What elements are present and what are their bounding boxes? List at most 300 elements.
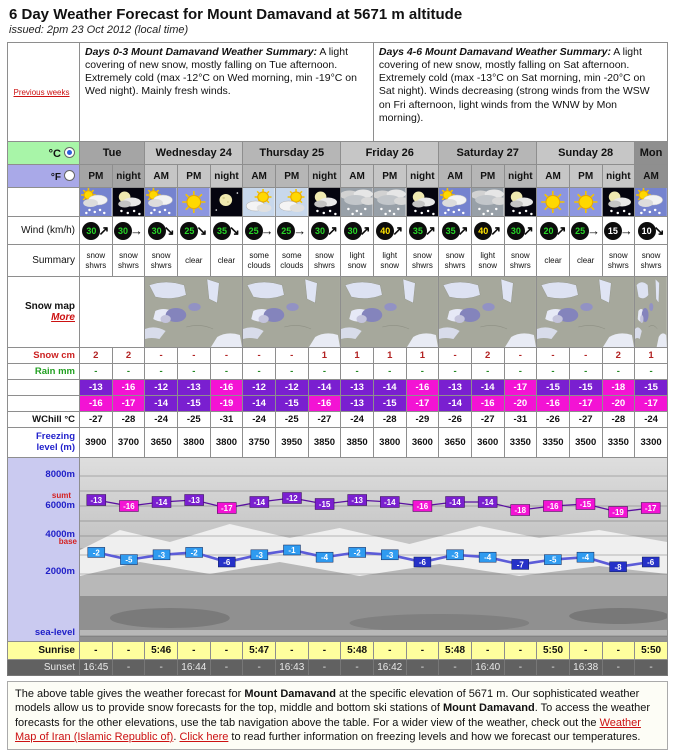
max-temp-cell: -16 — [406, 380, 439, 396]
time-header-cell: night — [308, 165, 341, 188]
summary-cell: clear — [210, 245, 243, 277]
elevation-label: 2000m — [45, 566, 75, 577]
summary-cell: snow shwrs — [112, 245, 145, 277]
sunrise-cell: - — [80, 642, 113, 660]
time-header-cell: PM — [177, 165, 210, 188]
freezing-level-cell: 3650 — [439, 428, 472, 458]
min-temp-cell: -19 — [210, 396, 243, 412]
summit-annotation: sumt — [51, 491, 71, 500]
wind-direction-arrow-icon: ↗ — [392, 222, 404, 238]
rain-mm-cell: - — [373, 364, 406, 380]
sunrise-cell: 5:47 — [243, 642, 276, 660]
freezing-level-cell: 3650 — [145, 428, 178, 458]
summary-cell: light snow — [341, 245, 374, 277]
wind-speed-badge: 40 — [376, 222, 394, 240]
wind-cell — [373, 217, 406, 245]
svg-text:-4: -4 — [581, 553, 590, 563]
snow-cm-cell: - — [145, 348, 178, 364]
wind-cell — [439, 217, 472, 245]
sunset-row-label: Sunset — [8, 660, 80, 676]
freezing-level-cell: 3750 — [243, 428, 276, 458]
snow-cm-cell: - — [275, 348, 308, 364]
time-header-cell: PM — [471, 165, 504, 188]
rain-mm-cell: - — [569, 364, 602, 380]
snow-shwrs-night-icon — [308, 188, 341, 217]
wind-chill-cell: -26 — [439, 412, 472, 428]
summary-days-4-6 — [373, 43, 667, 142]
footer-text-segment: . — [173, 730, 180, 743]
freezing-level-cell: 3800 — [177, 428, 210, 458]
summary-row-label: Summary — [8, 245, 80, 277]
celsius-toggle[interactable] — [8, 142, 80, 165]
summary-cell: snow shwrs — [602, 245, 635, 277]
wind-chill-cell: -25 — [177, 412, 210, 428]
wind-direction-arrow-icon: → — [587, 222, 601, 238]
max-temp-cell: -14 — [471, 380, 504, 396]
rain-mm-cell: - — [537, 364, 570, 380]
snow-map-thumbnail[interactable] — [145, 277, 243, 348]
sunset-cell: 16:40 — [471, 660, 504, 676]
min-temp-cell: -16 — [80, 396, 113, 412]
rain-mm-cell: - — [112, 364, 145, 380]
elevation-label: 6000m — [45, 500, 75, 511]
sunset-cell: 16:43 — [275, 660, 308, 676]
summary-cell: snow shwrs — [406, 245, 439, 277]
svg-text:-7: -7 — [516, 560, 524, 570]
sunrise-cell: - — [177, 642, 210, 660]
time-header-cell: night — [406, 165, 439, 188]
fahrenheit-radio[interactable] — [64, 170, 75, 181]
snow-shwrs-day-icon — [439, 188, 472, 217]
wind-chill-cell: -28 — [373, 412, 406, 428]
snow-cm-row — [8, 348, 668, 364]
snow-shwrs-night-icon — [602, 188, 635, 217]
sunset-cell: - — [406, 660, 439, 676]
min-temp-cell: -17 — [406, 396, 439, 412]
sunset-cell: - — [308, 660, 341, 676]
min-temp-cell: -15 — [177, 396, 210, 412]
snow-cm-row-label: Snow cm — [8, 348, 80, 364]
min-temp-row-label: Min °C — [8, 396, 80, 412]
summary-days-0-3-title: Days 0-3 Mount Damavand Weather Summary: — [85, 46, 318, 58]
min-temp-cell: -17 — [112, 396, 145, 412]
min-temp-cell: -20 — [602, 396, 635, 412]
time-header-cell: AM — [439, 165, 472, 188]
freezing-level-row — [8, 428, 668, 458]
wind-speed-badge: 20 — [540, 222, 558, 240]
snow-cm-cell: - — [210, 348, 243, 364]
rain-mm-cell: - — [243, 364, 276, 380]
freezing-level-cell: 3350 — [537, 428, 570, 458]
wind-speed-badge: 25 — [571, 222, 589, 240]
sunset-cell: - — [439, 660, 472, 676]
light-snow-icon — [373, 188, 406, 217]
wind-direction-arrow-icon: ↘ — [653, 222, 665, 238]
previous-weeks-link[interactable]: Previous weeks — [13, 87, 70, 97]
wind-cell — [80, 217, 113, 245]
summary-cell: clear — [177, 245, 210, 277]
max-temp-cell: -15 — [569, 380, 602, 396]
max-temp-cell: -18 — [602, 380, 635, 396]
wind-direction-arrow-icon: → — [619, 222, 633, 238]
light-snow-icon — [471, 188, 504, 217]
rain-mm-row — [8, 364, 668, 380]
wind-direction-arrow-icon: ↘ — [163, 222, 175, 238]
sunrise-cell: - — [406, 642, 439, 660]
max-temp-cell: -14 — [373, 380, 406, 396]
sunrise-cell: - — [112, 642, 145, 660]
wind-cell — [537, 217, 570, 245]
snow-map-row-label — [8, 277, 80, 348]
time-header-cell: PM — [569, 165, 602, 188]
svg-text:-6: -6 — [418, 557, 426, 568]
snow-shwrs-day-icon — [145, 188, 178, 217]
snow-cm-cell: 2 — [602, 348, 635, 364]
sunset-cell: 16:38 — [569, 660, 602, 676]
footer-bold-text: Mount Damavand — [244, 688, 336, 700]
sunset-cell: - — [112, 660, 145, 676]
min-temp-cell: -20 — [504, 396, 537, 412]
summary-text-row — [8, 43, 668, 142]
wind-chill-cell: -31 — [210, 412, 243, 428]
sunrise-cell: 5:48 — [341, 642, 374, 660]
snow-shwrs-night-icon — [112, 188, 145, 217]
day-header-row — [8, 142, 668, 165]
wind-direction-arrow-icon: → — [129, 222, 143, 238]
svg-text:-1: -1 — [288, 545, 296, 556]
weather-icon-row-label — [8, 188, 80, 217]
wind-direction-arrow-icon: ↘ — [229, 222, 240, 238]
sunset-cell: 16:45 — [80, 660, 113, 676]
min-temp-cell: -14 — [439, 396, 472, 412]
svg-text:-5: -5 — [549, 555, 557, 565]
sunset-cell: - — [602, 660, 635, 676]
wind-chill-cell: -25 — [275, 412, 308, 428]
min-temp-cell: -16 — [308, 396, 341, 412]
svg-text:-14: -14 — [253, 497, 266, 508]
elevation-chart — [80, 458, 668, 642]
snow-map-more-link[interactable]: More — [51, 312, 75, 323]
svg-text:-13: -13 — [188, 495, 200, 506]
min-temp-cell: -14 — [145, 396, 178, 412]
freezing-level-cell: 3300 — [635, 428, 668, 458]
sunset-cell: 16:42 — [373, 660, 406, 676]
time-header-cell: AM — [635, 165, 668, 188]
svg-text:-8: -8 — [614, 562, 622, 572]
snow-shwrs-night-icon — [406, 188, 439, 217]
rain-mm-cell: - — [504, 364, 537, 380]
summary-cell: snow shwrs — [308, 245, 341, 277]
svg-text:-14: -14 — [384, 497, 396, 508]
min-temp-cell: -13 — [341, 396, 374, 412]
wind-cell — [602, 217, 635, 245]
wind-direction-arrow-icon: ↗ — [98, 222, 110, 238]
wind-direction-arrow-icon: ↗ — [424, 222, 436, 238]
snow-cm-cell: - — [243, 348, 276, 364]
summary-cell: snow shwrs — [80, 245, 113, 277]
wind-cell — [177, 217, 210, 245]
time-header-row — [8, 165, 668, 188]
rain-mm-cell: - — [80, 364, 113, 380]
issued-date: issued: 2pm 23 Oct 2012 (local time) — [9, 24, 189, 36]
sunset-cell: - — [210, 660, 243, 676]
wind-chill-row — [8, 412, 668, 428]
max-temp-cell: -15 — [635, 380, 668, 396]
elevation-axis — [8, 458, 80, 642]
wind-speed-badge: 25 — [180, 222, 198, 240]
day-header-saturday-27: Saturday 27 — [439, 142, 537, 165]
page-title: 6 Day Weather Forecast for Mount Damavand at 5671 m altitude — [9, 6, 463, 23]
wind-direction-arrow-icon: → — [260, 222, 274, 238]
wind-speed-badge: 30 — [114, 222, 132, 240]
wind-chill-cell: -24 — [635, 412, 668, 428]
sunset-cell: - — [635, 660, 668, 676]
wind-chill-cell: -29 — [406, 412, 439, 428]
freezing-level-cell: 3950 — [275, 428, 308, 458]
svg-text:-4: -4 — [321, 553, 329, 563]
min-temp-cell: -16 — [537, 396, 570, 412]
rain-mm-cell: - — [341, 364, 374, 380]
time-header-cell: PM — [275, 165, 308, 188]
clear-day-icon — [537, 188, 570, 217]
sunrise-cell: - — [471, 642, 504, 660]
svg-text:-2: -2 — [353, 548, 361, 558]
base-annotation: base — [58, 537, 77, 546]
wind-direction-arrow-icon: ↗ — [326, 222, 338, 238]
wind-speed-badge: 35 — [213, 222, 231, 240]
day-header-sunday-28: Sunday 28 — [537, 142, 635, 165]
wind-chill-cell: -27 — [308, 412, 341, 428]
min-temp-cell: -15 — [373, 396, 406, 412]
svg-text:-6: -6 — [223, 557, 231, 568]
rain-mm-cell: - — [177, 364, 210, 380]
wind-speed-badge: 25 — [245, 222, 263, 240]
wind-speed-badge: 30 — [82, 222, 100, 240]
max-temp-cell: -12 — [145, 380, 178, 396]
snow-cm-cell: 1 — [308, 348, 341, 364]
sunrise-cell: 5:50 — [537, 642, 570, 660]
sunrise-cell: - — [275, 642, 308, 660]
max-temp-cell: -15 — [537, 380, 570, 396]
snow-cm-cell: - — [177, 348, 210, 364]
snow-map-thumbnail[interactable] — [537, 277, 635, 348]
wind-speed-badge: 10 — [638, 222, 656, 240]
summary-cell: some clouds — [243, 245, 276, 277]
freezing-level-cell: 3500 — [569, 428, 602, 458]
svg-text:-19: -19 — [612, 507, 624, 518]
freezing-level-cell: 3600 — [406, 428, 439, 458]
snow-shwrs-day-icon — [80, 188, 113, 217]
wind-direction-arrow-icon: ↗ — [490, 222, 502, 238]
click-here-link[interactable]: Click here — [179, 730, 229, 743]
min-temp-cell: -16 — [471, 396, 504, 412]
wind-speed-badge: 30 — [507, 222, 525, 240]
time-header-cell: night — [504, 165, 537, 188]
min-temp-cell: -17 — [635, 396, 668, 412]
wind-cell — [243, 217, 276, 245]
time-header-cell: AM — [243, 165, 276, 188]
sunrise-cell: 5:46 — [145, 642, 178, 660]
max-temp-cell: -13 — [177, 380, 210, 396]
sunrise-cell: - — [210, 642, 243, 660]
snow-cm-cell: - — [569, 348, 602, 364]
wind-speed-badge: 30 — [311, 222, 329, 240]
max-temp-cell: -12 — [243, 380, 276, 396]
freezing-level-cell: 3800 — [373, 428, 406, 458]
time-header-cell: PM — [80, 165, 113, 188]
rain-mm-cell: - — [635, 364, 668, 380]
elevation-chart-row — [8, 458, 668, 642]
sunset-row — [8, 660, 668, 676]
wind-row-label: Wind (km/h) — [8, 217, 80, 245]
summary-cell: snow shwrs — [145, 245, 178, 277]
snow-shwrs-day-icon — [635, 188, 668, 217]
sunrise-cell: - — [308, 642, 341, 660]
snow-cm-cell: 1 — [373, 348, 406, 364]
snow-map-row — [8, 277, 668, 348]
snow-cm-cell: - — [439, 348, 472, 364]
max-temp-cell: -17 — [504, 380, 537, 396]
wind-cell — [341, 217, 374, 245]
snow-map-thumbnail[interactable] — [243, 277, 341, 348]
wind-direction-arrow-icon: ↗ — [359, 222, 371, 238]
footer-text-segment: to read further information on freezing levels and how we forecast our temperatures. — [228, 730, 641, 743]
min-temp-cell: -14 — [243, 396, 276, 412]
min-temp-cell: -15 — [275, 396, 308, 412]
freezing-level-cell: 3900 — [80, 428, 113, 458]
sunset-cell: - — [341, 660, 374, 676]
snow-cm-cell: 1 — [635, 348, 668, 364]
wind-chill-cell: -27 — [569, 412, 602, 428]
wind-chill-row-label: WChill °C — [8, 412, 80, 428]
elevation-label: 4000m — [45, 529, 75, 540]
max-temp-cell: -16 — [112, 380, 145, 396]
summary-cell: snow shwrs — [439, 245, 472, 277]
rain-mm-cell: - — [308, 364, 341, 380]
wind-chill-cell: -27 — [80, 412, 113, 428]
max-temp-cell: -13 — [80, 380, 113, 396]
snow-cm-cell: 1 — [406, 348, 439, 364]
svg-text:-13: -13 — [90, 495, 103, 506]
wind-cell — [308, 217, 341, 245]
weather-map-link[interactable]: Weather Map of Iran (Islamic Republic of) — [15, 716, 641, 743]
wind-cell — [112, 217, 145, 245]
wind-direction-arrow-icon: ↗ — [522, 222, 534, 238]
snow-map-thumbnail[interactable] — [635, 277, 668, 348]
light-snow-icon — [341, 188, 374, 217]
summary-days-4-6-title: Days 4-6 Mount Damavand Weather Summary: — [378, 46, 611, 58]
freezing-level-cell: 3850 — [341, 428, 374, 458]
max-temp-cell: -13 — [341, 380, 374, 396]
celsius-label: °C — [48, 147, 61, 160]
wind-speed-badge: 35 — [442, 222, 460, 240]
wind-chill-cell: -28 — [602, 412, 635, 428]
freezing-label-line1: Freezing — [35, 431, 75, 443]
min-temp-row — [8, 396, 668, 412]
day-header-friday-26: Friday 26 — [341, 142, 439, 165]
clear-day-icon — [177, 188, 210, 217]
rain-mm-row-label: Rain mm — [8, 364, 80, 380]
wind-direction-arrow-icon: ↗ — [555, 222, 567, 238]
sunset-cell: - — [145, 660, 178, 676]
footer-text-segment: . To access the weather forecasts for the other elevations, use the tab navigation above the table. For a wider view of the weather, check out the — [15, 702, 651, 729]
svg-text:-3: -3 — [386, 550, 394, 560]
rain-mm-cell: - — [471, 364, 504, 380]
svg-text:-5: -5 — [125, 555, 133, 565]
wind-chill-cell: -24 — [243, 412, 276, 428]
footer-text-segment: The above table gives the weather forecast for — [15, 688, 245, 700]
sunrise-row-label: Sunrise — [8, 642, 80, 660]
time-header-cell: AM — [341, 165, 374, 188]
wind-chill-cell: -28 — [112, 412, 145, 428]
wind-speed-badge: 30 — [344, 222, 362, 240]
svg-text:-16: -16 — [416, 501, 429, 512]
forecast-table — [7, 42, 668, 676]
fahrenheit-toggle[interactable] — [8, 165, 80, 188]
wind-speed-badge: 35 — [409, 222, 427, 240]
summary-cell: snow shwrs — [504, 245, 537, 277]
summary-days-0-3-text: A light covering of new snow, mostly falling on Tue afternoon. Extremely cold (max -12°C on Wed morning, min -19°C on Wed night). Mainly fresh winds. — [85, 46, 357, 98]
time-header-cell: AM — [537, 165, 570, 188]
svg-text:-2: -2 — [92, 548, 100, 558]
sunset-cell: - — [537, 660, 570, 676]
max-temp-cell: -13 — [439, 380, 472, 396]
max-temp-row-label: Max °C — [8, 380, 80, 396]
celsius-radio[interactable] — [64, 147, 75, 158]
fahrenheit-label: °F — [50, 171, 61, 183]
summary-row — [8, 245, 668, 277]
freezing-level-cell: 3850 — [308, 428, 341, 458]
wind-chill-cell: -24 — [341, 412, 374, 428]
snow-map-thumbnail[interactable] — [341, 277, 439, 348]
wind-speed-badge: 15 — [604, 222, 622, 240]
freezing-level-cell: 3600 — [471, 428, 504, 458]
clear-day-icon — [569, 188, 602, 217]
snow-map-thumbnail[interactable] — [439, 277, 537, 348]
summary-cell: light snow — [373, 245, 406, 277]
summary-cell: snow shwrs — [635, 245, 668, 277]
wind-speed-badge: 25 — [277, 222, 295, 240]
wind-cell — [471, 217, 504, 245]
svg-text:-16: -16 — [123, 501, 135, 512]
svg-text:-18: -18 — [514, 505, 527, 516]
svg-text:-3: -3 — [157, 550, 166, 560]
some-clouds-day-icon — [243, 188, 276, 217]
time-header-cell: AM — [145, 165, 178, 188]
day-header-tue: Tue — [80, 142, 145, 165]
sunrise-row — [8, 642, 668, 660]
svg-text:-14: -14 — [449, 497, 461, 508]
wind-direction-arrow-icon: ↘ — [196, 222, 208, 238]
svg-text:-14: -14 — [481, 497, 494, 508]
wind-chill-cell: -31 — [504, 412, 537, 428]
elevation-label: 8000m — [45, 469, 75, 480]
wind-speed-badge: 40 — [474, 222, 492, 240]
svg-text:-15: -15 — [318, 499, 331, 510]
sunset-cell: 16:44 — [177, 660, 210, 676]
min-temp-cell: -17 — [569, 396, 602, 412]
wind-cell — [635, 217, 668, 245]
summary-days-0-3 — [80, 43, 374, 142]
wind-chill-cell: -24 — [145, 412, 178, 428]
snow-cm-cell: - — [537, 348, 570, 364]
sunrise-cell: - — [602, 642, 635, 660]
previous-weeks-cell — [8, 43, 80, 142]
day-header-mon: Mon — [635, 142, 668, 165]
max-temp-cell: -12 — [275, 380, 308, 396]
sunrise-cell: 5:50 — [635, 642, 668, 660]
svg-text:-14: -14 — [155, 497, 168, 508]
